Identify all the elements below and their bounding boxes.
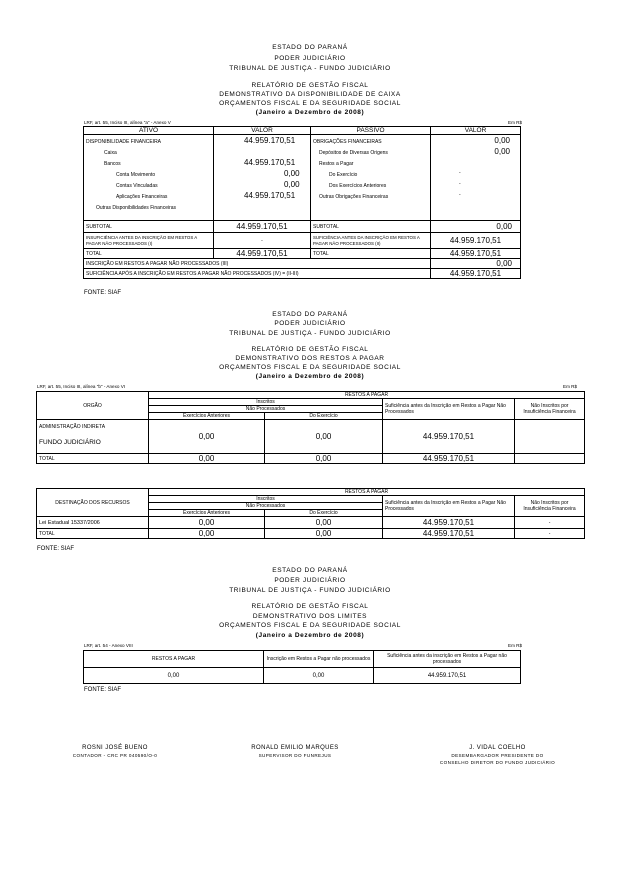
orgao-t1: 0,00 (149, 454, 265, 464)
limits-v2: 0,00 (264, 668, 374, 684)
dest-total-label: TOTAL (37, 529, 149, 539)
col-valor2: VALOR (431, 127, 521, 135)
source-note-2: FONTE: SIAF (37, 546, 75, 552)
report-subtitle-3: DEMONSTRATIVO DOS LIMITES (252, 613, 368, 620)
limits-col2: Inscrição em Restos a Pagar não processados (264, 651, 374, 668)
signer-role: DESEMBARGADOR PRESIDENTE DO (451, 753, 544, 758)
ativo-items (84, 135, 214, 221)
ativo-aplic-val: 44.959.170,51 (244, 191, 296, 200)
nao-proc-header: Não Processados (149, 406, 383, 413)
passivo-anteriores: Dos Exercícios Anteriores (329, 183, 387, 189)
suf-value: 44.959.170,51 (431, 233, 521, 249)
source-note-3: FONTE: SIAF (84, 687, 122, 693)
report-title-2: RELATÓRIO DE GESTÃO FISCAL (251, 346, 369, 353)
signer-name: J. VIDAL COELHO (469, 745, 526, 751)
destinacao-header: DESTINAÇÃO DOS RECURSOS (37, 489, 149, 517)
state-heading: ESTADO DO PARANÁ (272, 44, 348, 51)
dest-t2: 0,00 (265, 529, 383, 539)
passivo-outras: Outras Obrigações Financeiras (319, 194, 389, 200)
budget-title-3: ORÇAMENTOS FISCAL E DA SEGURIDADE SOCIAL (219, 622, 401, 629)
state-heading-2: ESTADO DO PARANÁ (272, 311, 348, 318)
dest-v4: - (515, 517, 585, 529)
ativo-values (214, 135, 311, 221)
orgao-v4 (515, 420, 585, 454)
passivo-values (431, 135, 521, 221)
orgao-cell (37, 420, 149, 454)
signer-name: ROSNI JOSÉ BUENO (82, 745, 148, 751)
inscricao-label: INSCRIÇÃO EM RESTOS A PAGAR NÃO PROCESSADOS (III) (84, 259, 431, 269)
passivo-items (311, 135, 431, 221)
suf-apos-label: SUFICIÊNCIA APÓS A INSCRIÇÃO EM RESTOS A PAGAR NÃO PROCESSADOS (IV) = (II-III) (84, 269, 431, 279)
restos-header: RESTOS A PAGAR (149, 392, 585, 399)
exerc-ant-header-2: Exercícios Anteriores (149, 510, 265, 517)
ativo-contas-vinc: Contas Vinculadas (116, 183, 158, 189)
limits-v1: 0,00 (84, 668, 264, 684)
budget-title: ORÇAMENTOS FISCAL E DA SEGURIDADE SOCIAL (219, 100, 401, 107)
total-passivo: 44.959.170,51 (431, 249, 521, 259)
dest-t1: 0,00 (149, 529, 265, 539)
currency-unit-2: Em R$ (563, 384, 578, 389)
signature-contador (40, 745, 190, 759)
signer-name: RONALD EMILIO MARQUES (251, 745, 339, 751)
passivo-restos: Restos a Pagar (319, 161, 354, 167)
ativo-disp: DISPONIBILIDADE FINANCEIRA (86, 139, 162, 145)
nao-inscritos-header: Não Inscritos por Insuficiência Financeira (515, 399, 585, 420)
ativo-aplic: Aplicações Financeiras (116, 194, 168, 200)
ativo-conta-mov-val: 0,00 (284, 169, 300, 178)
do-exerc-header-2: Do Exercício (265, 510, 383, 517)
do-exerc-header: Do Exercício (265, 413, 383, 420)
orgao-total-label: TOTAL (37, 454, 149, 464)
period-3: (Janeiro a Dezembro de 2008) (255, 632, 365, 639)
period: (Janeiro a Dezembro de 2008) (255, 109, 365, 116)
subtotal-passivo: 0,00 (431, 221, 521, 233)
court-heading-2: TRIBUNAL DE JUSTIÇA - FUNDO JUDICIÁRIO (229, 330, 391, 337)
inscritos-header-2: Inscritos (149, 496, 383, 503)
ativo-outras: Outras Disponibilidades Financeiras (96, 205, 177, 211)
total-label-2: TOTAL (311, 249, 431, 259)
nao-proc-header-2: Não Processados (149, 503, 383, 510)
ativo-conta-mov: Conta Movimento (116, 172, 156, 178)
period-2: (Janeiro a Dezembro de 2008) (255, 373, 365, 380)
source-note-1: FONTE: SIAF (84, 290, 122, 296)
lrf-ref: LRF, art. 55, Inciso III, alínea "a" - Anexo V (84, 120, 171, 125)
lrf-ref-2: LRF, art. 55, Inciso III, alínea "b" - Anexo VI (37, 384, 126, 389)
col-passivo: PASSIVO (311, 127, 431, 135)
subtotal-ativo: 44.959.170,51 (214, 221, 311, 233)
lrf-ref-3: LRF, art. 54 - Anexo VIII (84, 643, 133, 648)
insuf-value: - (214, 233, 311, 249)
ativo-disp-val: 44.959.170,51 (244, 136, 296, 145)
orgao-v2: 0,00 (265, 420, 383, 454)
power-heading-2: PODER JUDICIÁRIO (274, 320, 346, 327)
passivo-obrig: OBRIGAÇÕES FINANCEIRAS (313, 139, 382, 145)
power-heading: PODER JUDICIÁRIO (274, 55, 346, 62)
signer-role-2: CONSELHO DIRETOR DO FUNDO JUDICIÁRIO (439, 760, 556, 765)
ativo-caixa: Caixa (104, 150, 117, 156)
nao-inscritos-header-2: Não Inscritos por Insuficiência Financeira (515, 496, 585, 517)
power-heading-3: PODER JUDICIÁRIO (274, 577, 346, 584)
passivo-depositos: Depósitos de Diversas Origens (319, 150, 388, 156)
currency-unit: Em R$ (508, 120, 523, 125)
lei-estadual: Lei Estadual 15337/2006 (37, 517, 149, 529)
col-valor: VALOR (214, 127, 311, 135)
dest-t3: 44.959.170,51 (383, 529, 515, 539)
suficiencia-header: Suficiência antes da Inscrição em Restos a Pagar Não Processados (383, 399, 515, 420)
subtotal-label: SUBTOTAL (84, 221, 214, 233)
orgao-header: ORGÃO (37, 392, 149, 420)
total-label: TOTAL (84, 249, 214, 259)
col-ativo: ATIVO (84, 127, 214, 135)
limits-table (83, 650, 521, 684)
suf-label: SUFICIÊNCIA ANTES DA INSCRIÇÃO EM RESTOS A PAGAR NÃO PROCESSADOS (II) (311, 233, 431, 249)
orgao-t2: 0,00 (265, 454, 383, 464)
report-title: RELATÓRIO DE GESTÃO FISCAL (251, 82, 369, 89)
passivo-outras-val: - (459, 192, 461, 198)
suf-apos-value: 44.959.170,51 (431, 269, 521, 279)
cash-availability-table (83, 126, 521, 279)
orgao-t3: 44.959.170,51 (383, 454, 515, 464)
subtotal-label-2: SUBTOTAL (311, 221, 431, 233)
report-subtitle-2: DEMONSTRATIVO DOS RESTOS A PAGAR (235, 355, 385, 362)
adm-indireta: ADMINISTRAÇÃO INDIRETA (39, 424, 106, 430)
ativo-contas-vinc-val: 0,00 (284, 180, 300, 189)
state-heading-3: ESTADO DO PARANÁ (272, 567, 348, 574)
passivo-depositos-val: 0,00 (494, 147, 510, 156)
inscricao-value: 0,00 (431, 259, 521, 269)
restos-header-2: RESTOS A PAGAR (149, 489, 585, 496)
orgao-v1: 0,00 (149, 420, 265, 454)
passivo-exercicio: Do Exercício (329, 172, 358, 178)
report-subtitle: DEMONSTRATIVO DA DISPONIBILIDADE DE CAIXA (219, 91, 401, 98)
report-title-3: RELATÓRIO DE GESTÃO FISCAL (251, 603, 369, 610)
dest-v2: 0,00 (265, 517, 383, 529)
insuf-label: INSUFICIÊNCIA ANTES DA INSCRIÇÃO EM RESTOS A PAGAR NÃO PROCESSADOS (I) (84, 233, 214, 249)
orgao-t4 (515, 454, 585, 464)
court-heading: TRIBUNAL DE JUSTIÇA - FUNDO JUDICIÁRIO (229, 65, 391, 72)
signer-role: SUPERVISOR DO FUNREJUS (258, 753, 332, 758)
limits-col3: Suficiência antes da inscrição em Restos a Pagar não processados (374, 651, 521, 668)
court-heading-3: TRIBUNAL DE JUSTIÇA - FUNDO JUDICIÁRIO (229, 587, 391, 594)
signer-role: CONTADOR - CRC PR 040590/O-0 (72, 753, 158, 758)
suficiencia-header-2: Suficiência antes da Inscrição em Restos a Pagar Não Processados (383, 496, 515, 517)
limits-v3: 44.959.170,51 (374, 668, 521, 684)
currency-unit-3: Em R$ (508, 643, 523, 648)
exerc-ant-header: Exercícios Anteriores (149, 413, 265, 420)
limits-col1: RESTOS A PAGAR (84, 651, 264, 668)
fundo-judiciario: FUNDO JUDICIÁRIO (39, 439, 101, 446)
passivo-exercicio-val: - (459, 170, 461, 176)
orgao-v3: 44.959.170,51 (383, 420, 515, 454)
dest-v1: 0,00 (149, 517, 265, 529)
passivo-anteriores-val: - (459, 181, 461, 187)
passivo-obrig-val: 0,00 (494, 136, 510, 145)
inscritos-header: Inscritos (149, 399, 383, 406)
dest-v3: 44.959.170,51 (383, 517, 515, 529)
dest-t4: - (515, 529, 585, 539)
restos-table-orgao (36, 391, 585, 464)
signature-presidente (410, 745, 585, 766)
budget-title-2: ORÇAMENTOS FISCAL E DA SEGURIDADE SOCIAL (219, 364, 401, 371)
total-ativo: 44.959.170,51 (214, 249, 311, 259)
ativo-bancos-val: 44.959.170,51 (244, 158, 296, 167)
ativo-bancos: Bancos (104, 161, 121, 167)
restos-table-destinacao (36, 488, 585, 539)
signature-supervisor (215, 745, 375, 759)
